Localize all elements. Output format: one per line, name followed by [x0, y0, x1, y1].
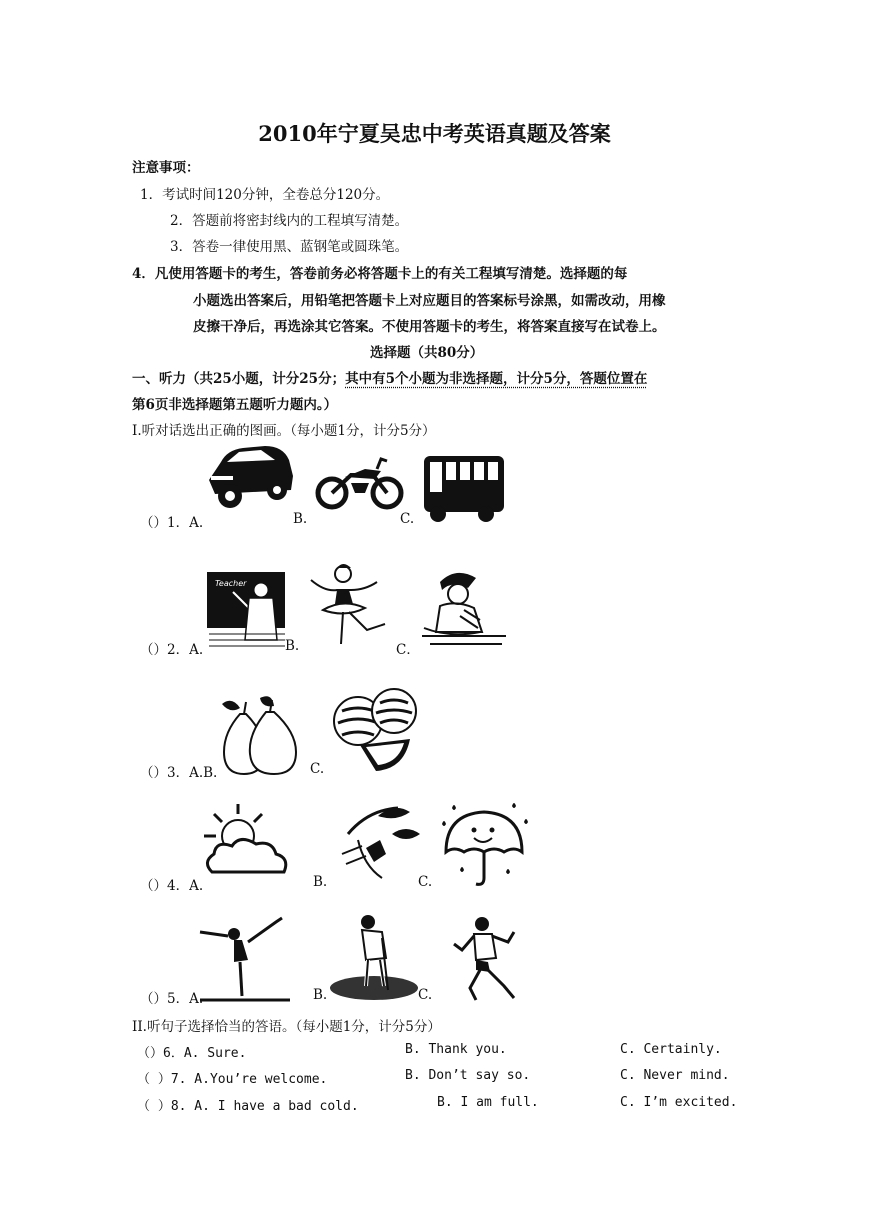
notice-item-1: 1．考试时间120分钟，全卷总分120分。 — [140, 187, 390, 203]
notice-item-2: 2．答题前将密封线内的工程填写清楚。 — [170, 213, 409, 229]
dancer-icon — [305, 560, 397, 652]
listening-sub1: I.听对话选出正确的图画。（每小题1分，计分5分） — [132, 423, 436, 439]
teacher-icon — [205, 568, 287, 652]
section-title: 选择题（共80分） — [370, 345, 484, 361]
q8-option-b: B. I am full. — [437, 1095, 539, 1110]
q5-label: （）5．A. — [140, 991, 204, 1007]
q5-option-b: B. — [313, 987, 328, 1003]
listening-heading-part-b: 其中有5个小题为非选择题，计分5分，答题位置在 — [345, 371, 648, 387]
golfer-icon — [328, 910, 422, 1002]
q3-label: （）3．A.B. — [140, 765, 218, 781]
pears-icon — [210, 692, 302, 778]
q6-option-b: B. Thank you. — [405, 1042, 507, 1057]
listening-heading — [132, 367, 647, 387]
notice-item-4-line3: 皮擦干净后，再选涂其它答案。不使用答题卡的考生，将答案直接写在试卷上。 — [193, 319, 666, 335]
rainy-umbrella-icon — [440, 800, 530, 890]
q7-option-c: C. Never mind. — [620, 1068, 730, 1083]
bus-icon — [420, 452, 508, 524]
notice-item-3: 3．答卷一律使用黑、蓝钢笔或圆珠笔。 — [170, 239, 409, 255]
windy-icon — [338, 800, 422, 882]
motorcycle-icon — [315, 455, 405, 510]
listening-heading-part-a: 一、听力（共25小题，计分25分； — [132, 371, 346, 387]
runner-icon — [448, 912, 522, 1004]
q2-option-c: C． — [396, 642, 420, 658]
q2-option-b: B. — [285, 638, 300, 654]
page-title: 2010年宁夏吴忠中考英语真题及答案 — [258, 121, 611, 146]
watermelon-icon — [330, 685, 420, 775]
notice-heading: 注意事项： — [132, 160, 200, 176]
q6-option-c: C. Certainly. — [620, 1042, 722, 1057]
sunny-cloudy-icon — [200, 800, 290, 882]
q1-label: （）1．A. — [140, 515, 204, 531]
skater-icon — [198, 912, 292, 1002]
q7-option-b: B. Don’t say so. — [405, 1068, 531, 1083]
q3-option-c: C. — [310, 761, 325, 777]
q8-label: （ ）8. A. I have a bad cold. — [137, 1099, 359, 1114]
doctor-icon — [420, 566, 510, 652]
q7-label: （ ）7. A.You’re welcome. — [137, 1072, 328, 1087]
notice-item-4-line2: 小题选出答案后，用铅笔把答题卡上对应题目的答案标号涂黑，如需改动，用橡 — [193, 293, 666, 309]
q1-option-b: B. — [293, 511, 308, 527]
q8-option-c: C. I’m excited. — [620, 1095, 738, 1110]
q4-label: （）4．A. — [140, 878, 204, 894]
notice-item-4: 4．凡使用答题卡的考生，答卷前务必将答题卡上的有关工程填写清楚。选择题的每 — [132, 266, 628, 282]
teacher-board-text: Teacher — [215, 579, 247, 588]
listening-sub2: II.听句子选择恰当的答语。（每小题1分，计分5分） — [132, 1019, 441, 1035]
q6-label: （）6．A. Sure. — [137, 1046, 247, 1061]
car-icon — [205, 440, 295, 520]
q4-option-b: B. — [313, 874, 328, 890]
q1-option-c: C. — [400, 511, 415, 527]
listening-heading-line2: 第6页非选择题第五题听力题内。） — [132, 397, 338, 413]
q2-label: （）2．A. — [140, 642, 204, 658]
q4-option-c: C. — [418, 874, 433, 890]
q5-option-c: C. — [418, 987, 433, 1003]
